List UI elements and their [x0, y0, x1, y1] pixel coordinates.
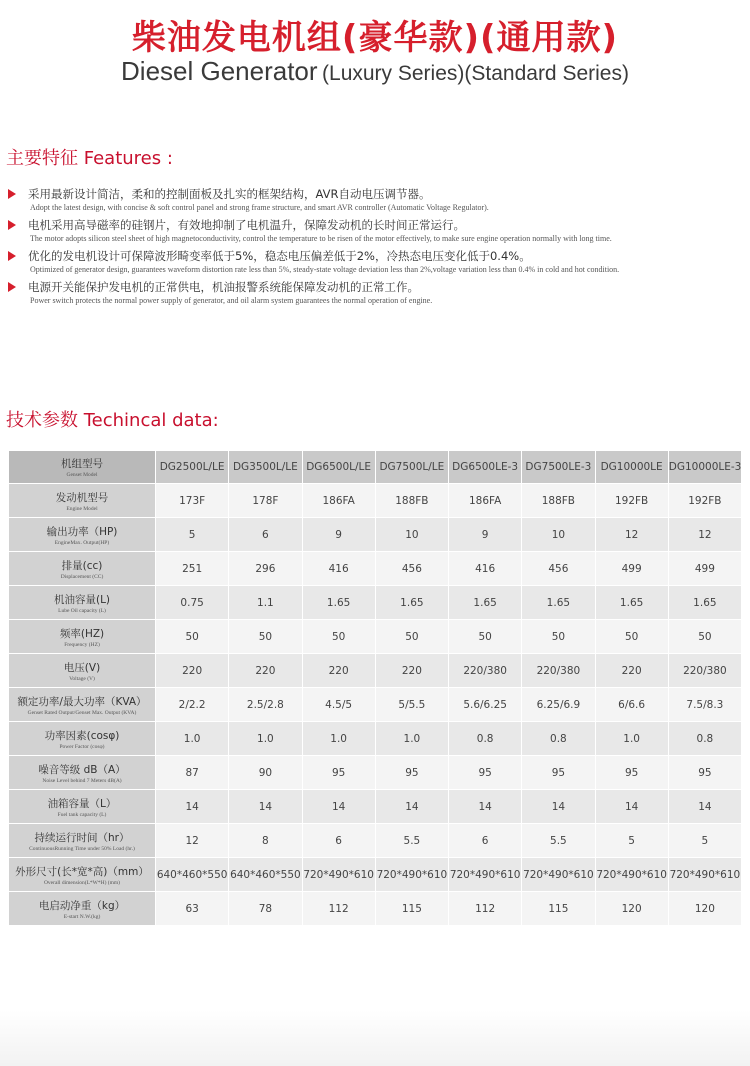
row-label	[9, 688, 155, 721]
table-cell: 8	[229, 824, 301, 857]
label-en: EngineMax. Output(HP)	[54, 539, 110, 546]
table-cell: 78	[229, 892, 301, 925]
table-cell: 173F	[156, 484, 228, 517]
feature-en: Optimized of generator design, guarantees waveform distortion rate less than 5%, steady-state voltage deviation less than 2%,voltage variation less than 0.4% in cold and hot condition.	[30, 265, 620, 274]
table-cell: 120	[596, 892, 668, 925]
table-cell: 1.1	[229, 586, 301, 619]
table-cell: 50	[156, 620, 228, 653]
table-cell: 1.0	[156, 722, 228, 755]
table-cell: 50	[522, 620, 594, 653]
label-cn: 机组型号	[61, 458, 103, 470]
table-cell: 251	[156, 552, 228, 585]
row-label	[9, 484, 155, 517]
row-label	[9, 858, 155, 891]
label-en: Genset Model	[66, 472, 98, 478]
table-cell: 1.0	[376, 722, 448, 755]
table-row	[9, 688, 741, 721]
techdata-title: 技术参数 Techincal data:	[6, 410, 219, 431]
table-row	[9, 756, 741, 789]
table-cell: 2/2.2	[156, 688, 228, 721]
table-cell: 5.6/6.25	[449, 688, 521, 721]
table-cell: 1.65	[376, 586, 448, 619]
table-cell: 178F	[229, 484, 301, 517]
table-cell: 6/6.6	[596, 688, 668, 721]
table-cell: 220	[156, 654, 228, 687]
label-cn: 额定功率/最大功率（KVA）	[17, 695, 147, 708]
table-cell: 186FA	[449, 484, 521, 517]
feature-en: The motor adopts silicon steel sheet of high magnetoconductivity, control the temperature to be risen of the motor effectively, to make sure engine operation normally with long time.	[30, 234, 612, 243]
feature-item	[8, 217, 748, 245]
table-cell: 50	[229, 620, 301, 653]
table-cell: 5/5.5	[376, 688, 448, 721]
table-row	[9, 620, 741, 653]
table-cell: 115	[522, 892, 594, 925]
triangle-arrow-icon	[8, 282, 16, 292]
row-label	[9, 620, 155, 653]
table-cell: 112	[449, 892, 521, 925]
table-cell: 1.0	[229, 722, 301, 755]
table-row	[9, 518, 741, 551]
table-cell: 5	[596, 824, 668, 857]
table-cell: 95	[669, 756, 741, 789]
label-cn: 电启动净重（kg）	[38, 899, 126, 912]
table-cell: 188FB	[522, 484, 594, 517]
table-row	[9, 586, 741, 619]
table-cell: 220	[376, 654, 448, 687]
table-cell: 14	[449, 790, 521, 823]
table-cell: 220/380	[669, 654, 741, 687]
table-cell: 499	[669, 552, 741, 585]
table-row	[9, 892, 741, 925]
table-cell: 14	[303, 790, 375, 823]
row-label	[9, 722, 155, 755]
label-en: Overall dimension(L*W*H) (mm)	[43, 879, 121, 886]
table-cell: 6.25/6.9	[522, 688, 594, 721]
table-cell: 14	[596, 790, 668, 823]
model-header-cell: DG7500LE-3	[522, 451, 594, 483]
feature-cn: 电机采用高导磁率的硅钢片，有效地抑制了电机温升，保障发动机的长时间正常运行。	[28, 218, 465, 232]
model-header-cell: DG7500L/LE	[376, 451, 448, 483]
table-cell: 95	[303, 756, 375, 789]
feature-en: Adopt the latest design, with concise & soft control panel and strong frame structure, and smart AVR controller (Automatic Voltage Regulator).	[30, 203, 489, 212]
label-en: ContinuousRunning Time under 50% Load (hr.)	[29, 845, 135, 852]
features-title: 主要特征 Features :	[6, 148, 173, 169]
table-cell: 12	[596, 518, 668, 551]
table-cell: 95	[596, 756, 668, 789]
row-label	[9, 790, 155, 823]
label-en: Lube Oil capacity (L)	[58, 607, 106, 614]
table-cell: 5.5	[376, 824, 448, 857]
row-label	[9, 824, 155, 857]
table-cell: 5	[669, 824, 741, 857]
label-en: Engine Model	[66, 505, 98, 512]
table-cell: 14	[669, 790, 741, 823]
row-label	[9, 654, 155, 687]
label-cn: 发动机型号	[55, 491, 109, 504]
table-cell: 50	[376, 620, 448, 653]
table-cell: 14	[522, 790, 594, 823]
table-cell: 220	[303, 654, 375, 687]
table-cell: 1.65	[669, 586, 741, 619]
table-cell: 220/380	[522, 654, 594, 687]
table-cell: 10	[376, 518, 448, 551]
table-cell: 95	[376, 756, 448, 789]
table-cell: 50	[596, 620, 668, 653]
table-cell: 1.0	[303, 722, 375, 755]
table-cell: 0.75	[156, 586, 228, 619]
table-cell: 5.5	[522, 824, 594, 857]
table-cell: 192FB	[596, 484, 668, 517]
table-cell: 115	[376, 892, 448, 925]
label-en: E-start N.W.(kg)	[63, 913, 101, 920]
triangle-arrow-icon	[8, 220, 16, 230]
table-cell: 1.65	[303, 586, 375, 619]
label-cn: 机油容量(L)	[53, 593, 111, 606]
table-cell: 87	[156, 756, 228, 789]
label-en: Power Factor (cosφ)	[59, 743, 105, 750]
table-cell: 720*490*610	[522, 858, 594, 891]
table-cell: 499	[596, 552, 668, 585]
table-cell: 6	[449, 824, 521, 857]
table-cell: 640*460*550	[229, 858, 301, 891]
table-row	[9, 722, 741, 755]
label-cn: 功率因素(cosφ)	[44, 729, 120, 742]
label-cn: 输出功率（HP)	[46, 525, 118, 538]
feature-item	[8, 186, 748, 214]
row-label	[9, 756, 155, 789]
table-cell: 7.5/8.3	[669, 688, 741, 721]
table-cell: 186FA	[303, 484, 375, 517]
table-cell: 220/380	[449, 654, 521, 687]
table-cell: 9	[303, 518, 375, 551]
table-cell: 720*490*610	[303, 858, 375, 891]
row-label	[9, 552, 155, 585]
table-cell: 220	[596, 654, 668, 687]
table-row	[9, 790, 741, 823]
table-cell: 220	[229, 654, 301, 687]
page-subtitle	[0, 56, 750, 87]
model-header-cell: DG10000LE	[596, 451, 668, 483]
table-cell: 1.65	[449, 586, 521, 619]
table-cell: 720*490*610	[669, 858, 741, 891]
table-cell: 4.5/5	[303, 688, 375, 721]
table-cell: 188FB	[376, 484, 448, 517]
table-cell: 90	[229, 756, 301, 789]
table-cell: 1.0	[596, 722, 668, 755]
table-cell: 1.65	[596, 586, 668, 619]
title-en-sub: (Luxury Series)(Standard Series)	[322, 62, 629, 85]
table-cell: 0.8	[669, 722, 741, 755]
table-row	[9, 824, 741, 857]
label-cn: 频率(HZ)	[59, 627, 105, 640]
bottom-fade	[0, 1010, 750, 1066]
table-cell: 10	[522, 518, 594, 551]
table-cell: 14	[156, 790, 228, 823]
feature-item	[8, 248, 748, 276]
label-cn: 噪音等级 dB（A）	[38, 763, 126, 776]
table-cell: 14	[229, 790, 301, 823]
table-header-row	[9, 451, 741, 483]
label-cn: 排量(cc)	[61, 559, 103, 572]
table-cell: 456	[522, 552, 594, 585]
table-cell: 192FB	[669, 484, 741, 517]
row-label	[9, 586, 155, 619]
table-row	[9, 484, 741, 517]
table-cell: 50	[669, 620, 741, 653]
row-label	[9, 892, 155, 925]
label-en: Voltage (V)	[69, 675, 95, 682]
table-cell: 720*490*610	[596, 858, 668, 891]
table-cell: 640*460*550	[156, 858, 228, 891]
page-title: 柴油发电机组(豪华款)(通用款)	[131, 18, 619, 58]
table-cell: 456	[376, 552, 448, 585]
table-cell: 50	[303, 620, 375, 653]
row-label	[9, 451, 155, 483]
label-cn: 油箱容量（L）	[47, 797, 117, 810]
row-label	[9, 518, 155, 551]
feature-cn: 采用最新设计简洁，柔和的控制面板及扎实的框架结构，AVR自动电压调节器。	[28, 187, 431, 201]
feature-cn: 优化的发电机设计可保障波形畸变率低于5%，稳态电压偏差低于2%，冷热态电压变化低于0.4%。	[28, 249, 531, 263]
table-cell: 5	[156, 518, 228, 551]
label-cn: 电压(V)	[63, 661, 101, 674]
table-cell: 95	[522, 756, 594, 789]
table-cell: 50	[449, 620, 521, 653]
table-cell: 12	[669, 518, 741, 551]
label-cn: 外形尺寸(长*宽*高)（mm）	[15, 865, 149, 878]
model-header-cell: DG2500L/LE	[156, 451, 228, 483]
table-cell: 0.8	[522, 722, 594, 755]
label-en: Noise Level behind 7 Meters dB(A)	[42, 777, 122, 784]
table-cell: 720*490*610	[376, 858, 448, 891]
triangle-arrow-icon	[8, 251, 16, 261]
table-cell: 720*490*610	[449, 858, 521, 891]
title-en-main: Diesel Generator	[121, 56, 318, 86]
table-cell: 112	[303, 892, 375, 925]
model-header-cell: DG3500L/LE	[229, 451, 301, 483]
table-cell: 1.65	[522, 586, 594, 619]
label-en: Frequency (HZ)	[64, 641, 100, 648]
table-row	[9, 654, 741, 687]
label-cn: 持续运行时间（hr）	[34, 831, 130, 844]
label-en: Fuel tank capacity (L)	[57, 811, 107, 818]
table-cell: 6	[303, 824, 375, 857]
label-en: Displacement (CC)	[60, 573, 104, 580]
label-en: Genset Rated Output/Genset Max. Output (KVA)	[27, 709, 137, 716]
features-list	[8, 186, 748, 310]
model-header-cell: DG6500LE-3	[449, 451, 521, 483]
table-cell: 12	[156, 824, 228, 857]
model-header-cell: DG10000LE-3	[669, 451, 741, 483]
table-cell: 0.8	[449, 722, 521, 755]
table-cell: 63	[156, 892, 228, 925]
triangle-arrow-icon	[8, 189, 16, 199]
spec-table	[8, 450, 742, 926]
table-cell: 2.5/2.8	[229, 688, 301, 721]
feature-en: Power switch protects the normal power supply of generator, and oil alarm system guarantees the normal operation of engine.	[30, 296, 433, 305]
table-cell: 6	[229, 518, 301, 551]
table-row	[9, 858, 741, 891]
table-cell: 9	[449, 518, 521, 551]
feature-cn: 电源开关能保护发电机的正常供电，机油报警系统能保障发动机的正常工作。	[28, 280, 419, 294]
table-cell: 416	[449, 552, 521, 585]
table-cell: 95	[449, 756, 521, 789]
table-cell: 296	[229, 552, 301, 585]
table-cell: 416	[303, 552, 375, 585]
model-header-cell: DG6500L/LE	[303, 451, 375, 483]
table-cell: 14	[376, 790, 448, 823]
feature-item	[8, 279, 748, 307]
table-cell: 120	[669, 892, 741, 925]
table-row	[9, 552, 741, 585]
